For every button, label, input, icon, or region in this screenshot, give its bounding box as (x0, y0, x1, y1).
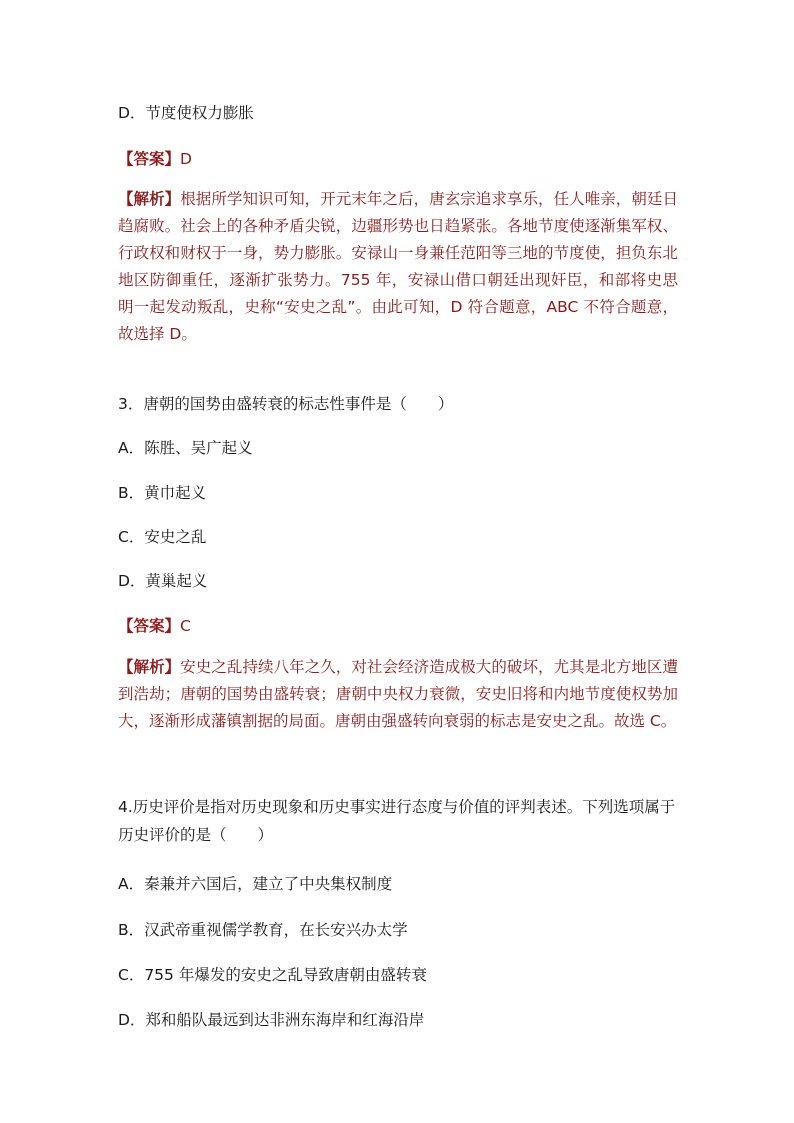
q2-analysis-tag: 【解析】 (118, 190, 181, 208)
q2-answer-value: D (180, 150, 192, 168)
q3-option-b: B．黄巾起义 (118, 484, 207, 502)
q3-option-a: A．陈胜、吴广起义 (118, 439, 253, 457)
q3-analysis-tag: 【解析】 (118, 658, 181, 676)
q3-question: 3．唐朝的国势由盛转衰的标志性事件是（ ） (118, 395, 454, 413)
q4-option-b: B．汉武帝重视儒学教育，在长安兴办太学 (118, 921, 408, 939)
q4-question: 4.历史评价是指对历史现象和历史事实进行态度与价值的评判表述。下列选项属于历史评价的是（ ） (118, 798, 676, 844)
q2-answer-tag: 【答案】 (118, 150, 181, 168)
q3-option-c: C．安史之乱 (118, 528, 207, 546)
q2-answer (118, 147, 192, 169)
q3-analysis (118, 654, 678, 735)
q2-option-d: D．节度使权力膨胀 (118, 104, 254, 122)
q3-answer-tag: 【答案】 (118, 617, 181, 635)
q3-analysis-text: 安史之乱持续八年之久，对社会经济造成极大的破坏，尤其是北方地区遭到浩劫；唐朝的国势由盛转衰；唐朝中央权力衰微，安史旧将和内地节度使权势加大，逐渐形成藩镇割据的局面。唐朝由强盛转向衰弱的标志是安史之乱。故选 C。 (118, 658, 678, 730)
q2-analysis (118, 186, 678, 348)
q3-answer (118, 614, 191, 636)
q4-option-d: D．郑和船队最远到达非洲东海岸和红海沿岸 (118, 1011, 425, 1029)
q2-analysis-text: 根据所学知识可知，开元末年之后，唐玄宗追求享乐，任人唯亲，朝廷日趋腐败。社会上的各种矛盾尖锐，边疆形势也日趋紧张。各地节度使逐渐集军权、行政权和财权于一身，势力膨胀。安禄山一身兼任范阳等三地的节度使，担负东北地区防御重任，逐渐扩张势力。755 年，安禄山借口朝廷出现奸臣，和部将史思明一起发动叛乱，史称“安史之乱”。由此可知，D 符合题意，ABC 不符合题意，故选择 D。 (118, 190, 678, 343)
q3-option-d: D．黄巢起义 (118, 572, 208, 590)
q3-answer-value: C (180, 617, 191, 635)
q4-option-c: C．755 年爆发的安史之乱导致唐朝由盛转衰 (118, 966, 427, 984)
q4-option-a: A．秦兼并六国后，建立了中央集权制度 (118, 875, 393, 893)
